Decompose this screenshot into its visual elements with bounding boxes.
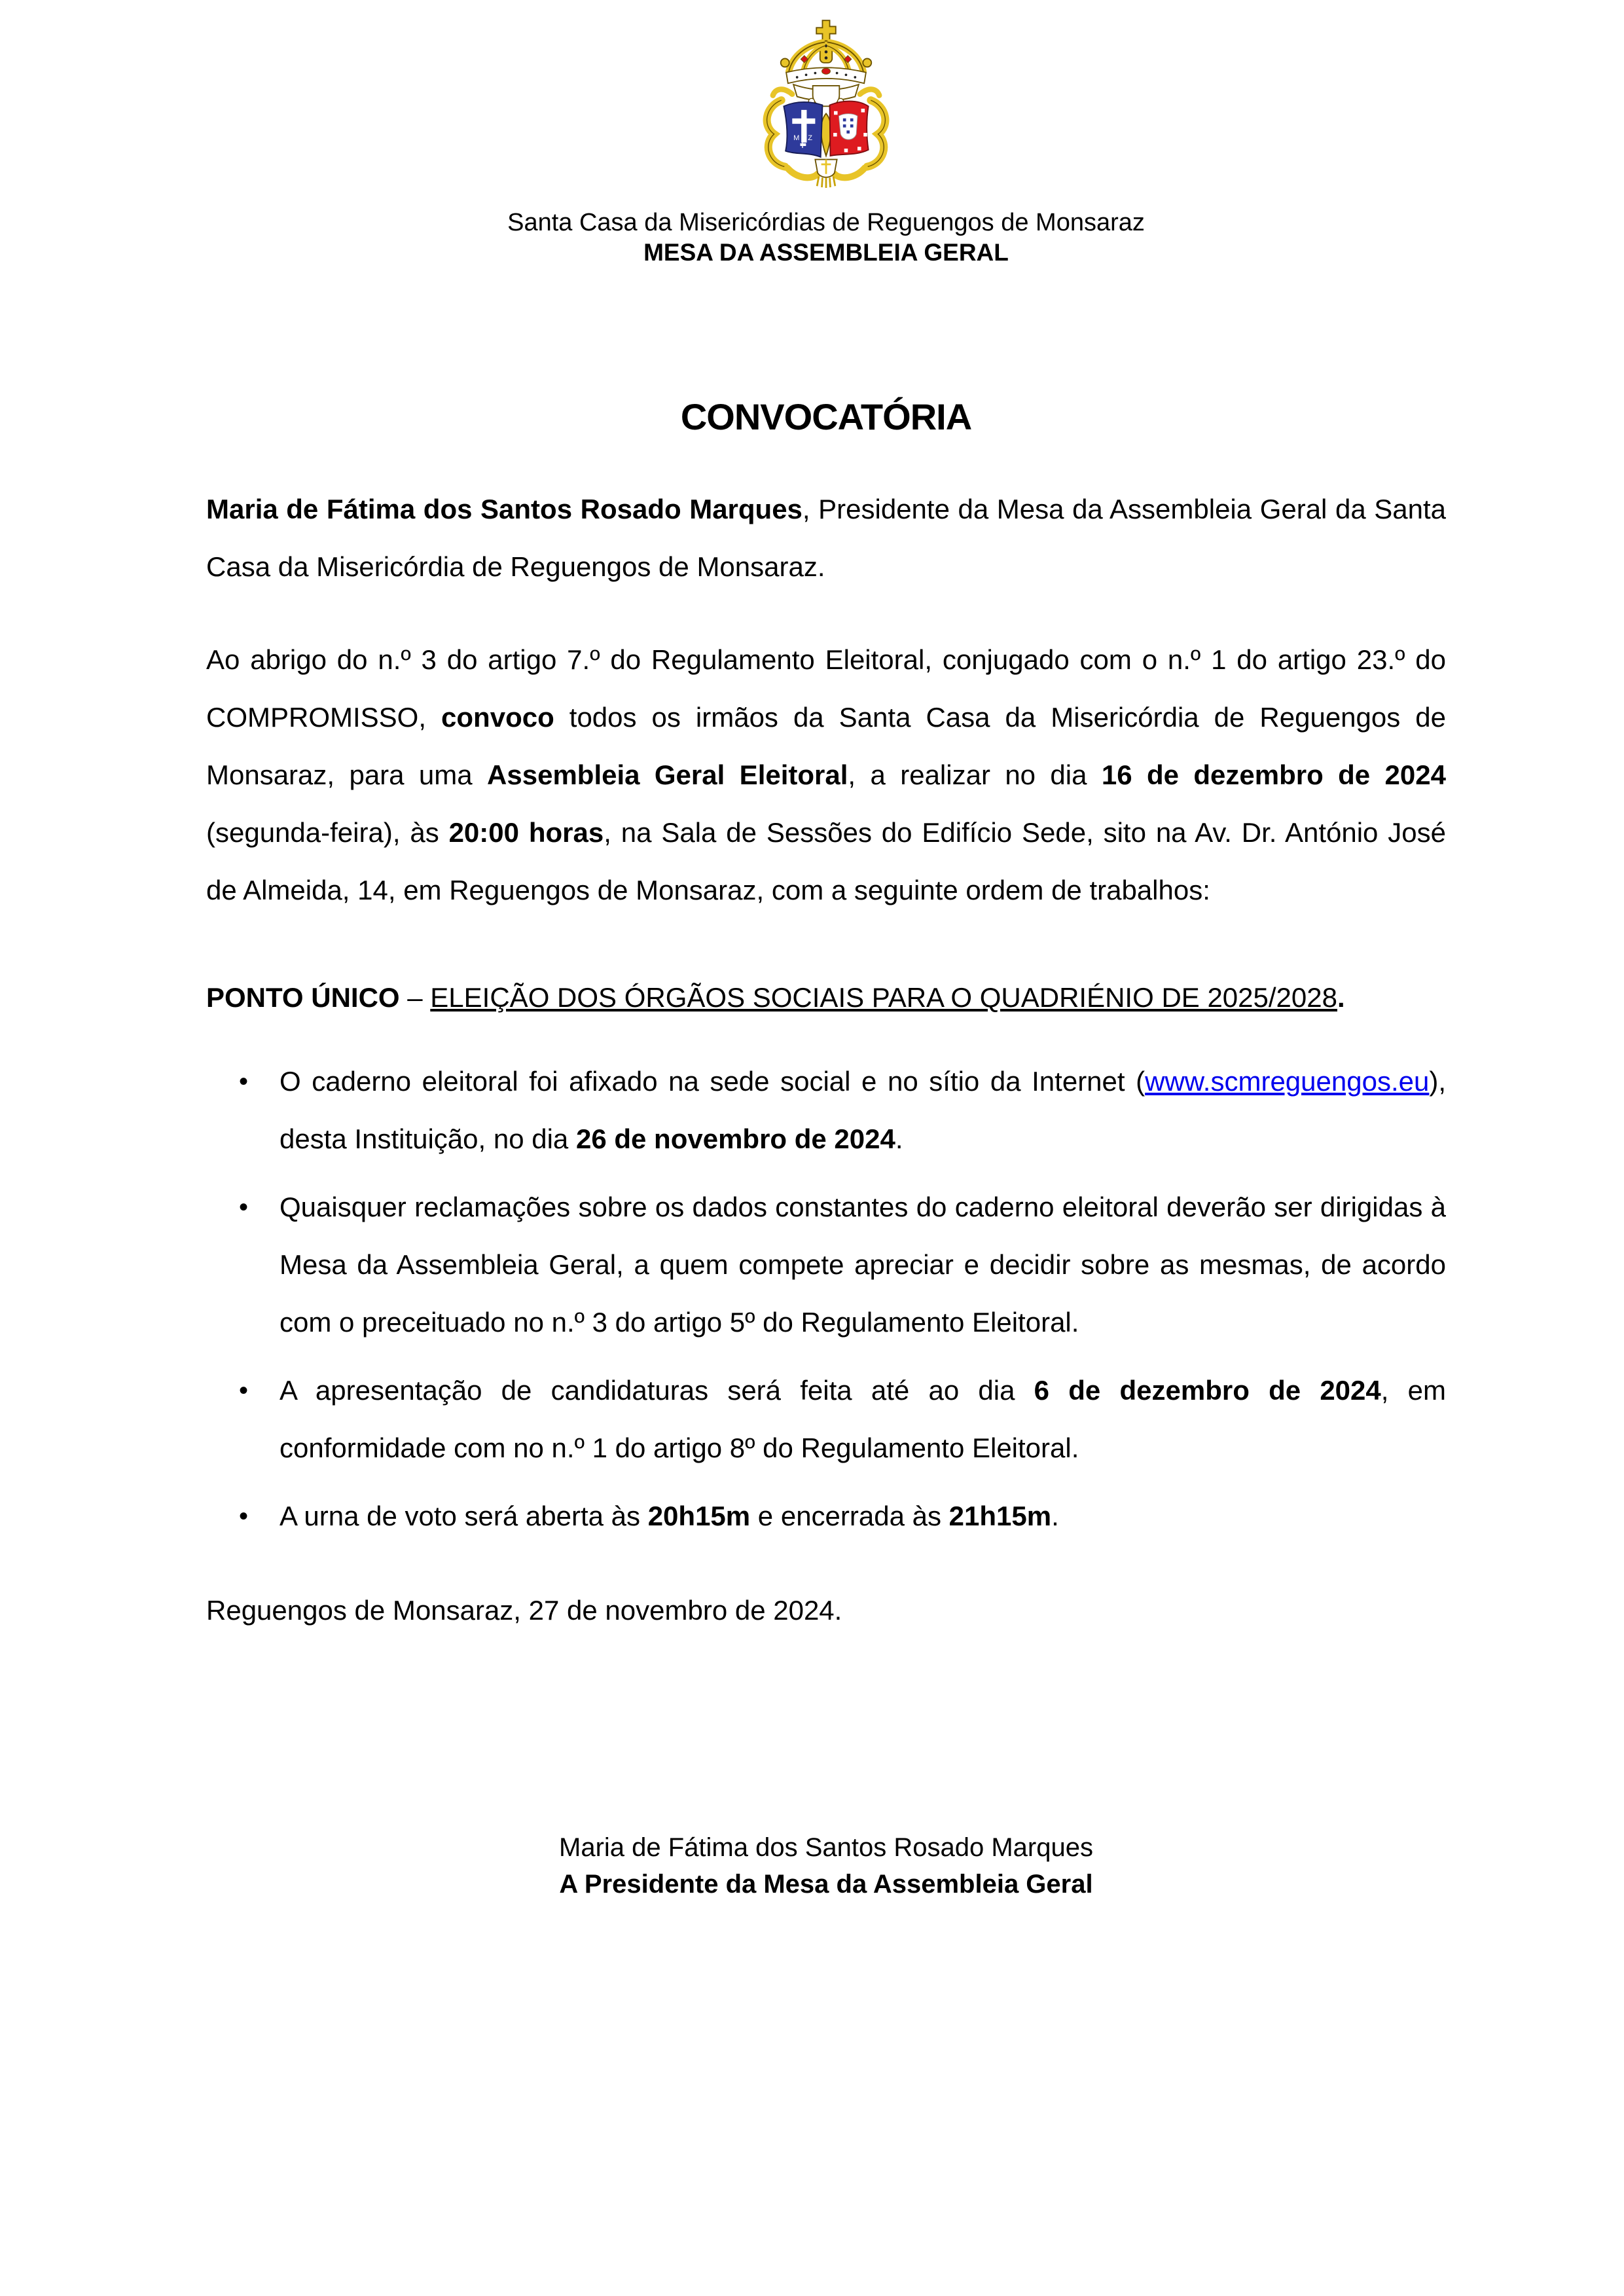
text-segment: .: [1337, 982, 1345, 1013]
text-segment: A urna de voto será aberta às: [280, 1501, 648, 1531]
text-segment: Maria de Fátima dos Santos Rosado Marques: [206, 494, 803, 524]
text-segment: 20:00 horas: [448, 817, 604, 848]
text-segment: .: [895, 1123, 903, 1154]
text-segment: (segunda-feira), às: [206, 817, 449, 848]
text-segment: convoco: [441, 702, 554, 733]
bullet-list: [206, 1053, 1446, 1545]
coat-of-arms-icon: [753, 14, 899, 196]
text-segment: e encerrada às: [750, 1501, 949, 1531]
bullet-item-text: [280, 1501, 1059, 1531]
text-segment: , em conformidade com no n.º 1 do artigo 8º do Regulamento Eleitoral.: [280, 1375, 1446, 1463]
header: [206, 0, 1446, 268]
text-segment: todos os irmãos da Santa Casa da Misericórdia de Reguengos de Monsaraz, para uma: [206, 702, 1446, 790]
bullet-item: [206, 1178, 1446, 1351]
text-segment: , a realizar no dia: [848, 759, 1102, 790]
text-segment: 20h15m: [647, 1501, 751, 1531]
bullet-item-text: [280, 1375, 1446, 1463]
bullet-dot-icon: •: [239, 1067, 249, 1096]
scmreguengos-link[interactable]: www.scmreguengos.eu: [1145, 1066, 1430, 1097]
signature-block: [206, 1829, 1446, 1903]
text-segment: , na Sala de Sessões do Edifício Sede, sito na Av. Dr. António José de Almeida, 14, em Reguengos de Monsaraz, com a seguinte ordem de trabalhos:: [206, 817, 1446, 905]
bullet-dot-icon: •: [239, 1376, 249, 1405]
bullet-item: [206, 1362, 1446, 1477]
text-segment: 26 de novembro de 2024: [575, 1123, 895, 1154]
text-segment: Quaisquer reclamações sobre os dados constantes do caderno eleitoral deverão ser dirigidas à Mesa da Assembleia Geral, a quem compete apreciar e decidir sobre as mesmas, de acordo com o preceituado no n.º 3 do artigo 5º do Regulamento Eleitoral.: [280, 1192, 1446, 1338]
text-segment: , Presidente da Mesa da Assembleia Geral da Santa Casa da Misericórdia de Reguengos de Monsaraz.: [206, 494, 1446, 582]
bullet-item: [206, 1053, 1446, 1168]
text-segment: 6 de dezembro de 2024: [1034, 1375, 1381, 1406]
text-segment: .: [1051, 1501, 1059, 1531]
text-segment: Assembleia Geral Eleitoral: [487, 759, 848, 790]
convocation-paragraph: [206, 631, 1446, 919]
text-segment: O caderno eleitoral foi afixado na sede social e no sítio da Internet (: [280, 1066, 1146, 1097]
bullet-dot-icon: •: [239, 1193, 249, 1222]
svg-text:M: M: [793, 134, 800, 143]
text-segment: 21h15m: [948, 1501, 1052, 1531]
org-department: MESA DA ASSEMBLEIA GERAL: [643, 239, 1009, 266]
signature-name: Maria de Fátima dos Santos Rosado Marques: [559, 1833, 1093, 1862]
text-segment: ELEIÇÃO DOS ÓRGÃOS SOCIAIS PARA O QUADRIÉNIO DE 2025/2028: [430, 982, 1337, 1013]
bullet-item-text: [280, 1066, 1446, 1154]
intro-paragraph: [206, 481, 1446, 596]
svg-text:Z: Z: [808, 134, 813, 143]
dateline: Reguengos de Monsaraz, 27 de novembro de 2024.: [206, 1595, 842, 1626]
text-segment: 16 de dezembro de 2024: [1101, 759, 1446, 790]
agenda-single-point: [206, 969, 1446, 1027]
org-name: Santa Casa da Misericórdias de Reguengos de Monsaraz: [507, 209, 1145, 236]
signature-role: A Presidente da Mesa da Assembleia Geral: [559, 1870, 1093, 1899]
bullet-item: [206, 1487, 1446, 1545]
text-segment: ), desta Instituição, no dia: [280, 1066, 1446, 1154]
page-title: CONVOCATÓRIA: [680, 396, 972, 437]
text-segment: A apresentação de candidaturas será feita até ao dia: [280, 1375, 1034, 1406]
text-segment: Ao abrigo do n.º 3 do artigo 7.º do Regulamento Eleitoral, conjugado com o n.º 1 do artigo 23.º do COMPROMISSO,: [206, 644, 1446, 733]
text-segment: PONTO ÚNICO: [206, 982, 400, 1013]
bullet-dot-icon: •: [239, 1502, 249, 1531]
text-segment: –: [399, 982, 431, 1013]
bullet-item-text: [280, 1192, 1446, 1338]
